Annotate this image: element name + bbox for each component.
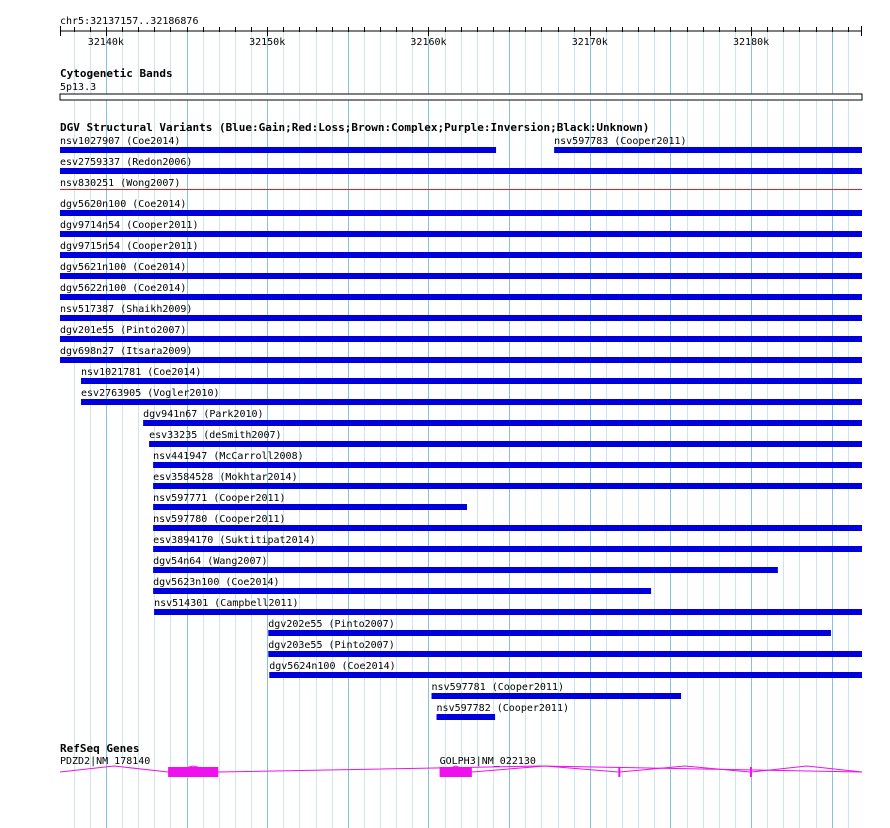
dgv-variant[interactable] <box>432 682 682 699</box>
dgv-variant-label: dgv202e55 (Pinto2007) <box>268 619 395 630</box>
ruler-tick-label: 32150k <box>249 37 286 48</box>
dgv-variant-bar[interactable] <box>143 420 862 426</box>
dgv-variant-label: nsv1027907 (Coe2014) <box>60 136 181 147</box>
dgv-variant[interactable] <box>153 514 862 531</box>
dgv-variant[interactable] <box>154 598 862 615</box>
dgv-variant[interactable] <box>143 409 862 426</box>
dgv-variant-label: dgv9715n54 (Cooper2011) <box>60 241 199 252</box>
dgv-variant-label: dgv54n64 (Wang2007) <box>153 556 268 567</box>
dgv-variant-label: nsv597771 (Cooper2011) <box>153 493 286 504</box>
dgv-variant-bar[interactable] <box>554 147 862 153</box>
cytoband-bar[interactable] <box>60 94 862 100</box>
dgv-variant-bar[interactable] <box>81 399 862 405</box>
dgv-variant[interactable] <box>268 619 831 636</box>
refseq-gene-list <box>60 756 862 777</box>
dgv-variant-bar[interactable] <box>153 462 862 468</box>
dgv-variant[interactable] <box>554 136 862 153</box>
dgv-variant-label: nsv1021781 (Coe2014) <box>81 367 202 378</box>
dgv-variant[interactable] <box>149 430 862 447</box>
dgv-variant[interactable] <box>81 367 862 384</box>
dgv-variant-bar[interactable] <box>153 504 467 510</box>
ruler-tick-label: 32140k <box>87 37 124 48</box>
dgv-track-title: DGV Structural Variants (Blue:Gain;Red:Loss;Brown:Complex;Purple:Inversion;Black:Unknown) <box>60 121 650 134</box>
dgv-variant-bar[interactable] <box>268 651 862 657</box>
dgv-variant-label: dgv201e55 (Pinto2007) <box>60 325 187 336</box>
dgv-variant-bar[interactable] <box>81 378 862 384</box>
dgv-variant-bar[interactable] <box>153 483 862 489</box>
dgv-variant[interactable] <box>153 493 467 510</box>
dgv-variant-label: dgv5624n100 (Coe2014) <box>269 661 396 672</box>
refseq-gene-label: GOLPH3|NM_022130 <box>439 756 536 767</box>
refseq-exon[interactable] <box>750 767 752 777</box>
dgv-variant-label: nsv597783 (Cooper2011) <box>554 136 687 147</box>
dgv-variant-bar[interactable] <box>153 588 651 594</box>
ruler-tick-label: 32180k <box>733 37 770 48</box>
dgv-variant-label: esv33235 (deSmith2007) <box>149 430 282 441</box>
dgv-variant-bar[interactable] <box>437 714 496 720</box>
dgv-variant-label: esv3894170 (Suktitipat2014) <box>153 535 316 546</box>
dgv-variant-bar[interactable] <box>60 294 862 300</box>
refseq-track-title: RefSeq Genes <box>60 742 140 755</box>
dgv-variant[interactable] <box>153 556 778 573</box>
dgv-variant-label: nsv517387 (Shaikh2009) <box>60 304 193 315</box>
dgv-variant-bar[interactable] <box>269 672 862 678</box>
cytoband-label: 5p13.3 <box>60 82 97 93</box>
dgv-variant-label: dgv5622n100 (Coe2014) <box>60 283 187 294</box>
refseq-gene[interactable] <box>440 756 862 777</box>
dgv-variant-label: dgv698n27 (Itsara2009) <box>60 346 193 357</box>
dgv-variant-label: esv3584528 (Mokhtar2014) <box>153 472 298 483</box>
cytoband-track-title: Cytogenetic Bands <box>60 67 173 80</box>
dgv-variant[interactable] <box>153 451 862 468</box>
dgv-variant[interactable] <box>153 535 862 552</box>
refseq-exon[interactable] <box>440 767 472 777</box>
dgv-variant[interactable] <box>437 703 569 720</box>
dgv-variant-label: dgv941n67 (Park2010) <box>143 409 264 420</box>
dgv-variant-label: esv2763905 (Vogler2010) <box>81 388 220 399</box>
dgv-variant-bar[interactable] <box>60 231 862 237</box>
dgv-variant-bar[interactable] <box>60 210 862 216</box>
refseq-exon[interactable] <box>618 767 620 777</box>
dgv-variant-label: dgv5623n100 (Coe2014) <box>153 577 280 588</box>
dgv-variant-label: dgv5621n100 (Coe2014) <box>60 262 187 273</box>
dgv-variant[interactable] <box>268 640 862 657</box>
dgv-variant-bar[interactable] <box>60 252 862 258</box>
ruler-tick-label: 32160k <box>410 37 447 48</box>
refseq-exon[interactable] <box>168 767 218 777</box>
dgv-variant-label: nsv514301 (Campbell2011) <box>154 598 299 609</box>
ruler-tick-label: 32170k <box>571 37 608 48</box>
dgv-variant-bar[interactable] <box>60 315 862 321</box>
dgv-variant[interactable] <box>269 661 862 678</box>
dgv-track <box>60 121 862 720</box>
dgv-variant-bar[interactable] <box>60 189 862 190</box>
dgv-variant[interactable] <box>153 472 862 489</box>
dgv-variant-label: nsv830251 (Wong2007) <box>60 178 181 189</box>
dgv-variant[interactable] <box>81 388 862 405</box>
dgv-variant[interactable] <box>60 136 496 153</box>
dgv-variant-label: dgv5620n100 (Coe2014) <box>60 199 187 210</box>
dgv-variant-bar[interactable] <box>60 273 862 279</box>
dgv-variant-label: esv2759337 (Redon2006) <box>60 157 193 168</box>
dgv-variant-bar[interactable] <box>153 567 778 573</box>
locus-label: chr5:32137157..32186876 <box>60 16 199 27</box>
dgv-variant-bar[interactable] <box>153 546 862 552</box>
dgv-variant[interactable] <box>153 577 651 594</box>
dgv-variant-label: dgv9714n54 (Cooper2011) <box>60 220 199 231</box>
dgv-variant-bar[interactable] <box>432 693 682 699</box>
dgv-variant-bar[interactable] <box>153 525 862 531</box>
dgv-variant-label: nsv441947 (McCarroll2008) <box>153 451 304 462</box>
dgv-variant-label: dgv203e55 (Pinto2007) <box>268 640 395 651</box>
dgv-variant-bar[interactable] <box>268 630 831 636</box>
refseq-gene-label: PDZD2|NM_178140 <box>60 756 151 767</box>
dgv-variant-bar[interactable] <box>60 357 862 363</box>
dgv-variant-bar[interactable] <box>149 441 862 447</box>
dgv-variant-label: nsv597781 (Cooper2011) <box>431 682 564 693</box>
dgv-variant-label: nsv597780 (Cooper2011) <box>153 514 286 525</box>
dgv-variant-bar[interactable] <box>60 147 496 153</box>
dgv-variant-label: nsv597782 (Cooper2011) <box>436 703 569 714</box>
dgv-variant-bar[interactable] <box>60 168 862 174</box>
dgv-variant-bar[interactable] <box>154 609 862 615</box>
dgv-variant-bar[interactable] <box>60 336 862 342</box>
